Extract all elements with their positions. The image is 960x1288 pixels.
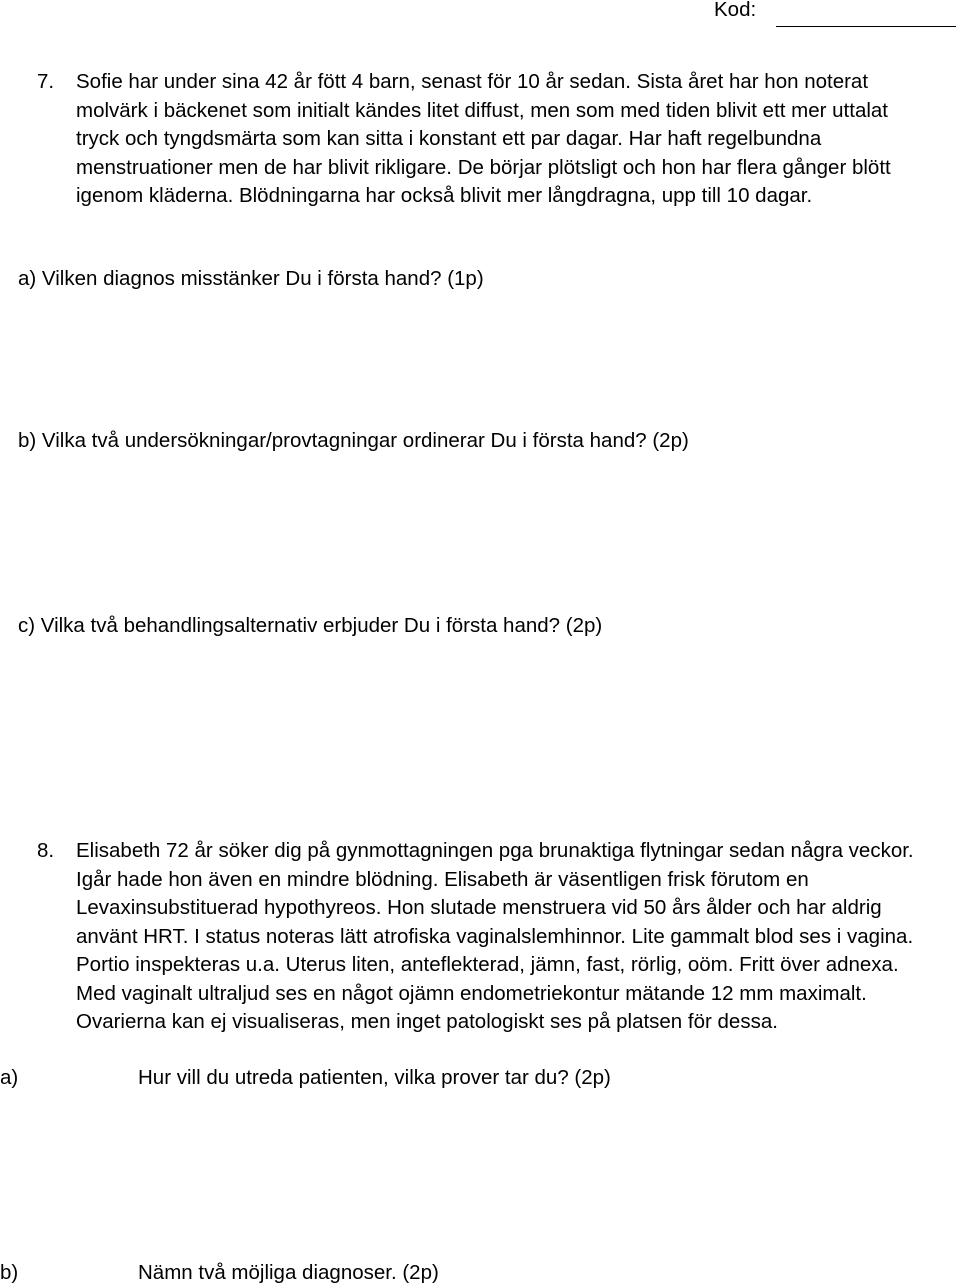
question-7-text xyxy=(76,68,891,211)
question-7-line: tryck och tyngdsmärta som kan sitta i konstant ett par dagar. Har haft regelbundna xyxy=(76,127,822,150)
question-8b-text: Nämn två möjliga diagnoser. (2p) xyxy=(138,1261,439,1284)
question-8-number: 8. xyxy=(37,839,55,862)
question-7a: a) Vilken diagnos misstänker Du i första hand? (1p) xyxy=(18,267,484,290)
question-7-number: 7. xyxy=(37,70,55,93)
question-7-line: igenom kläderna. Blödningarna har också blivit mer långdragna, upp till 10 dagar. xyxy=(76,184,813,207)
kod-label: Kod: xyxy=(714,0,757,21)
question-8-line: Ovarierna kan ej visualiseras, men inget patologiskt ses på platsen för dessa. xyxy=(76,1010,778,1033)
question-8a-label: a) xyxy=(0,1066,19,1089)
question-7-line: menstruationer men de har blivit rikligare. De börjar plötsligt och hon har flera gånger blött xyxy=(76,155,891,179)
question-7-line: molvärk i bäckenet som initialt kändes litet diffust, men som med tiden blivit ett mer uttalat xyxy=(76,98,889,122)
question-8-line: Portio inspekteras u.a. Uterus liten, anteflekterad, jämn, fast, rörlig, oöm. Fritt över adnexa. xyxy=(76,953,899,976)
question-8-line: Levaxinsubstituerad hypothyreos. Hon slutade menstruera vid 50 års ålder och har aldrig xyxy=(76,896,882,919)
question-8-text xyxy=(76,837,914,1037)
question-7b: b) Vilka två undersökningar/provtagningar ordinerar Du i första hand? (2p) xyxy=(18,429,689,452)
question-8-line: Igår hade hon även en mindre blödning. Elisabeth är väsentligen frisk förutom en xyxy=(76,867,809,891)
kod-answer-line xyxy=(776,26,956,27)
question-8-line: använt HRT. I status noteras lätt atrofiska vaginalslemhinnor. Lite gammalt blod ses i vagina. xyxy=(76,924,914,948)
question-7-line: Sofie har under sina 42 år fött 4 barn, senast för 10 år sedan. Sista året har hon noterat xyxy=(76,70,869,93)
question-7c: c) Vilka två behandlingsalternativ erbjuder Du i första hand? (2p) xyxy=(18,614,603,637)
question-8b-label: b) xyxy=(0,1261,19,1284)
question-8-line: Elisabeth 72 år söker dig på gynmottagningen pga brunaktiga flytningar sedan några veckor. xyxy=(76,839,914,862)
question-8-line: Med vaginalt ultraljud ses en något ojämn endometriekontur mätande 12 mm maximalt. xyxy=(76,981,867,1005)
question-8a-text: Hur vill du utreda patienten, vilka prover tar du? (2p) xyxy=(138,1066,611,1089)
